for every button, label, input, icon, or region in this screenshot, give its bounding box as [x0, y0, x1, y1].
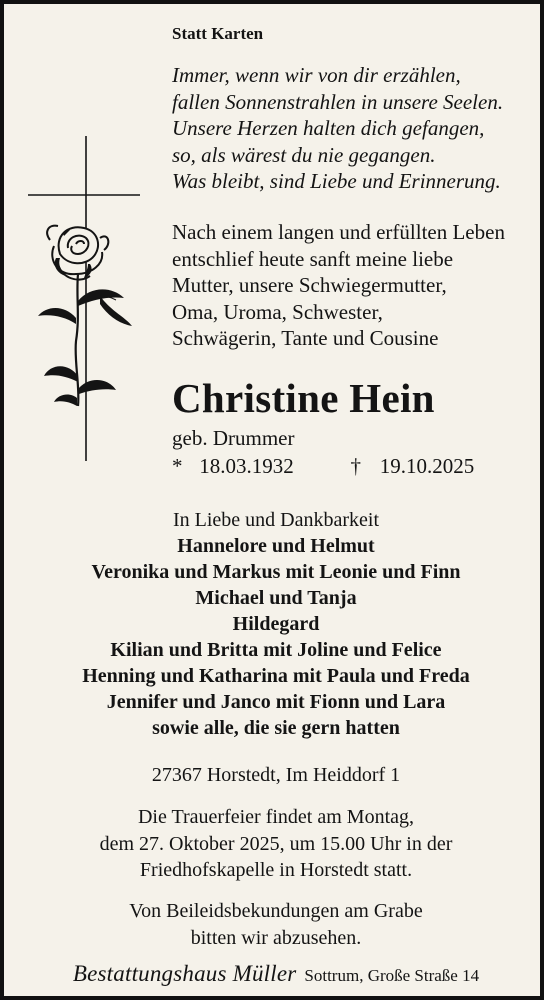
life-dates: [172, 454, 474, 479]
condolence-note: [4, 898, 544, 951]
family-intro: In Liebe und Dankbarkeit: [172, 509, 380, 531]
family-member: Jennifer und Janco mit Fionn und Lara: [106, 691, 446, 713]
announcement-line: Schwägerin, Tante und Cousine: [172, 326, 439, 350]
birth-date: 18.03.1932: [199, 454, 294, 478]
funeral-home-footer: [4, 961, 544, 987]
announcement-line: entschlief heute sanft meine liebe: [172, 246, 454, 271]
poem-line: Was bleibt, sind Liebe und Erinnerung.: [172, 169, 501, 193]
funeral-home-name: Bestattungshaus Müller: [72, 961, 297, 986]
memorial-poem: [172, 62, 503, 195]
family-member: Michael und Tanja: [195, 587, 357, 609]
death-date: 19.10.2025: [379, 454, 475, 478]
poem-line: Immer, wenn wir von dir erzählen,: [172, 63, 461, 87]
announcement-line: Nach einem langen und erfüllten Leben: [172, 220, 505, 244]
cross-with-rose-icon: [28, 136, 148, 466]
family-member: Kilian und Britta mit Joline und Felice: [110, 639, 442, 661]
family-member: Veronika und Markus mit Leonie und Finn: [91, 561, 461, 583]
birth-symbol: *: [172, 454, 183, 478]
announcement-text: [172, 219, 505, 352]
poem-line: fallen Sonnenstrahlen in unsere Seelen.: [172, 89, 504, 114]
family-mourners: [4, 507, 544, 741]
poem-line: so, als wärest du nie gegangen.: [172, 142, 436, 167]
family-member: sowie alle, die sie gern hatten: [152, 717, 400, 739]
announcement-line: Mutter, unsere Schwiegermutter,: [172, 273, 447, 297]
family-member: Hannelore und Helmut: [177, 535, 375, 557]
ceremony-line: Friedhofskapelle in Horstedt statt.: [139, 859, 413, 881]
statt-karten-label: Statt Karten: [172, 24, 264, 43]
family-member: Hildegard: [232, 613, 320, 635]
funeral-ceremony-info: [4, 804, 544, 884]
condolence-line: bitten wir abzusehen.: [190, 926, 362, 949]
condolence-line: Von Beileidsbekundungen am Grabe: [129, 900, 423, 922]
birth-name: geb. Drummer: [172, 426, 295, 450]
ceremony-line: dem 27. Oktober 2025, um 15.00 Uhr in der: [99, 832, 453, 855]
ceremony-line: Die Trauerfeier findet am Montag,: [137, 806, 415, 828]
mourner-address: 27367 Horstedt, Im Heiddorf 1: [151, 764, 401, 786]
poem-line: Unsere Herzen halten dich gefangen,: [172, 116, 485, 140]
death-symbol-icon: †: [350, 454, 361, 478]
family-member: Henning und Katharina mit Paula und Freda: [82, 665, 470, 687]
funeral-home-address: Sottrum, Große Straße 14: [304, 966, 480, 985]
deceased-name: Christine Hein: [172, 375, 435, 421]
announcement-line: Oma, Uroma, Schwester,: [172, 299, 383, 324]
